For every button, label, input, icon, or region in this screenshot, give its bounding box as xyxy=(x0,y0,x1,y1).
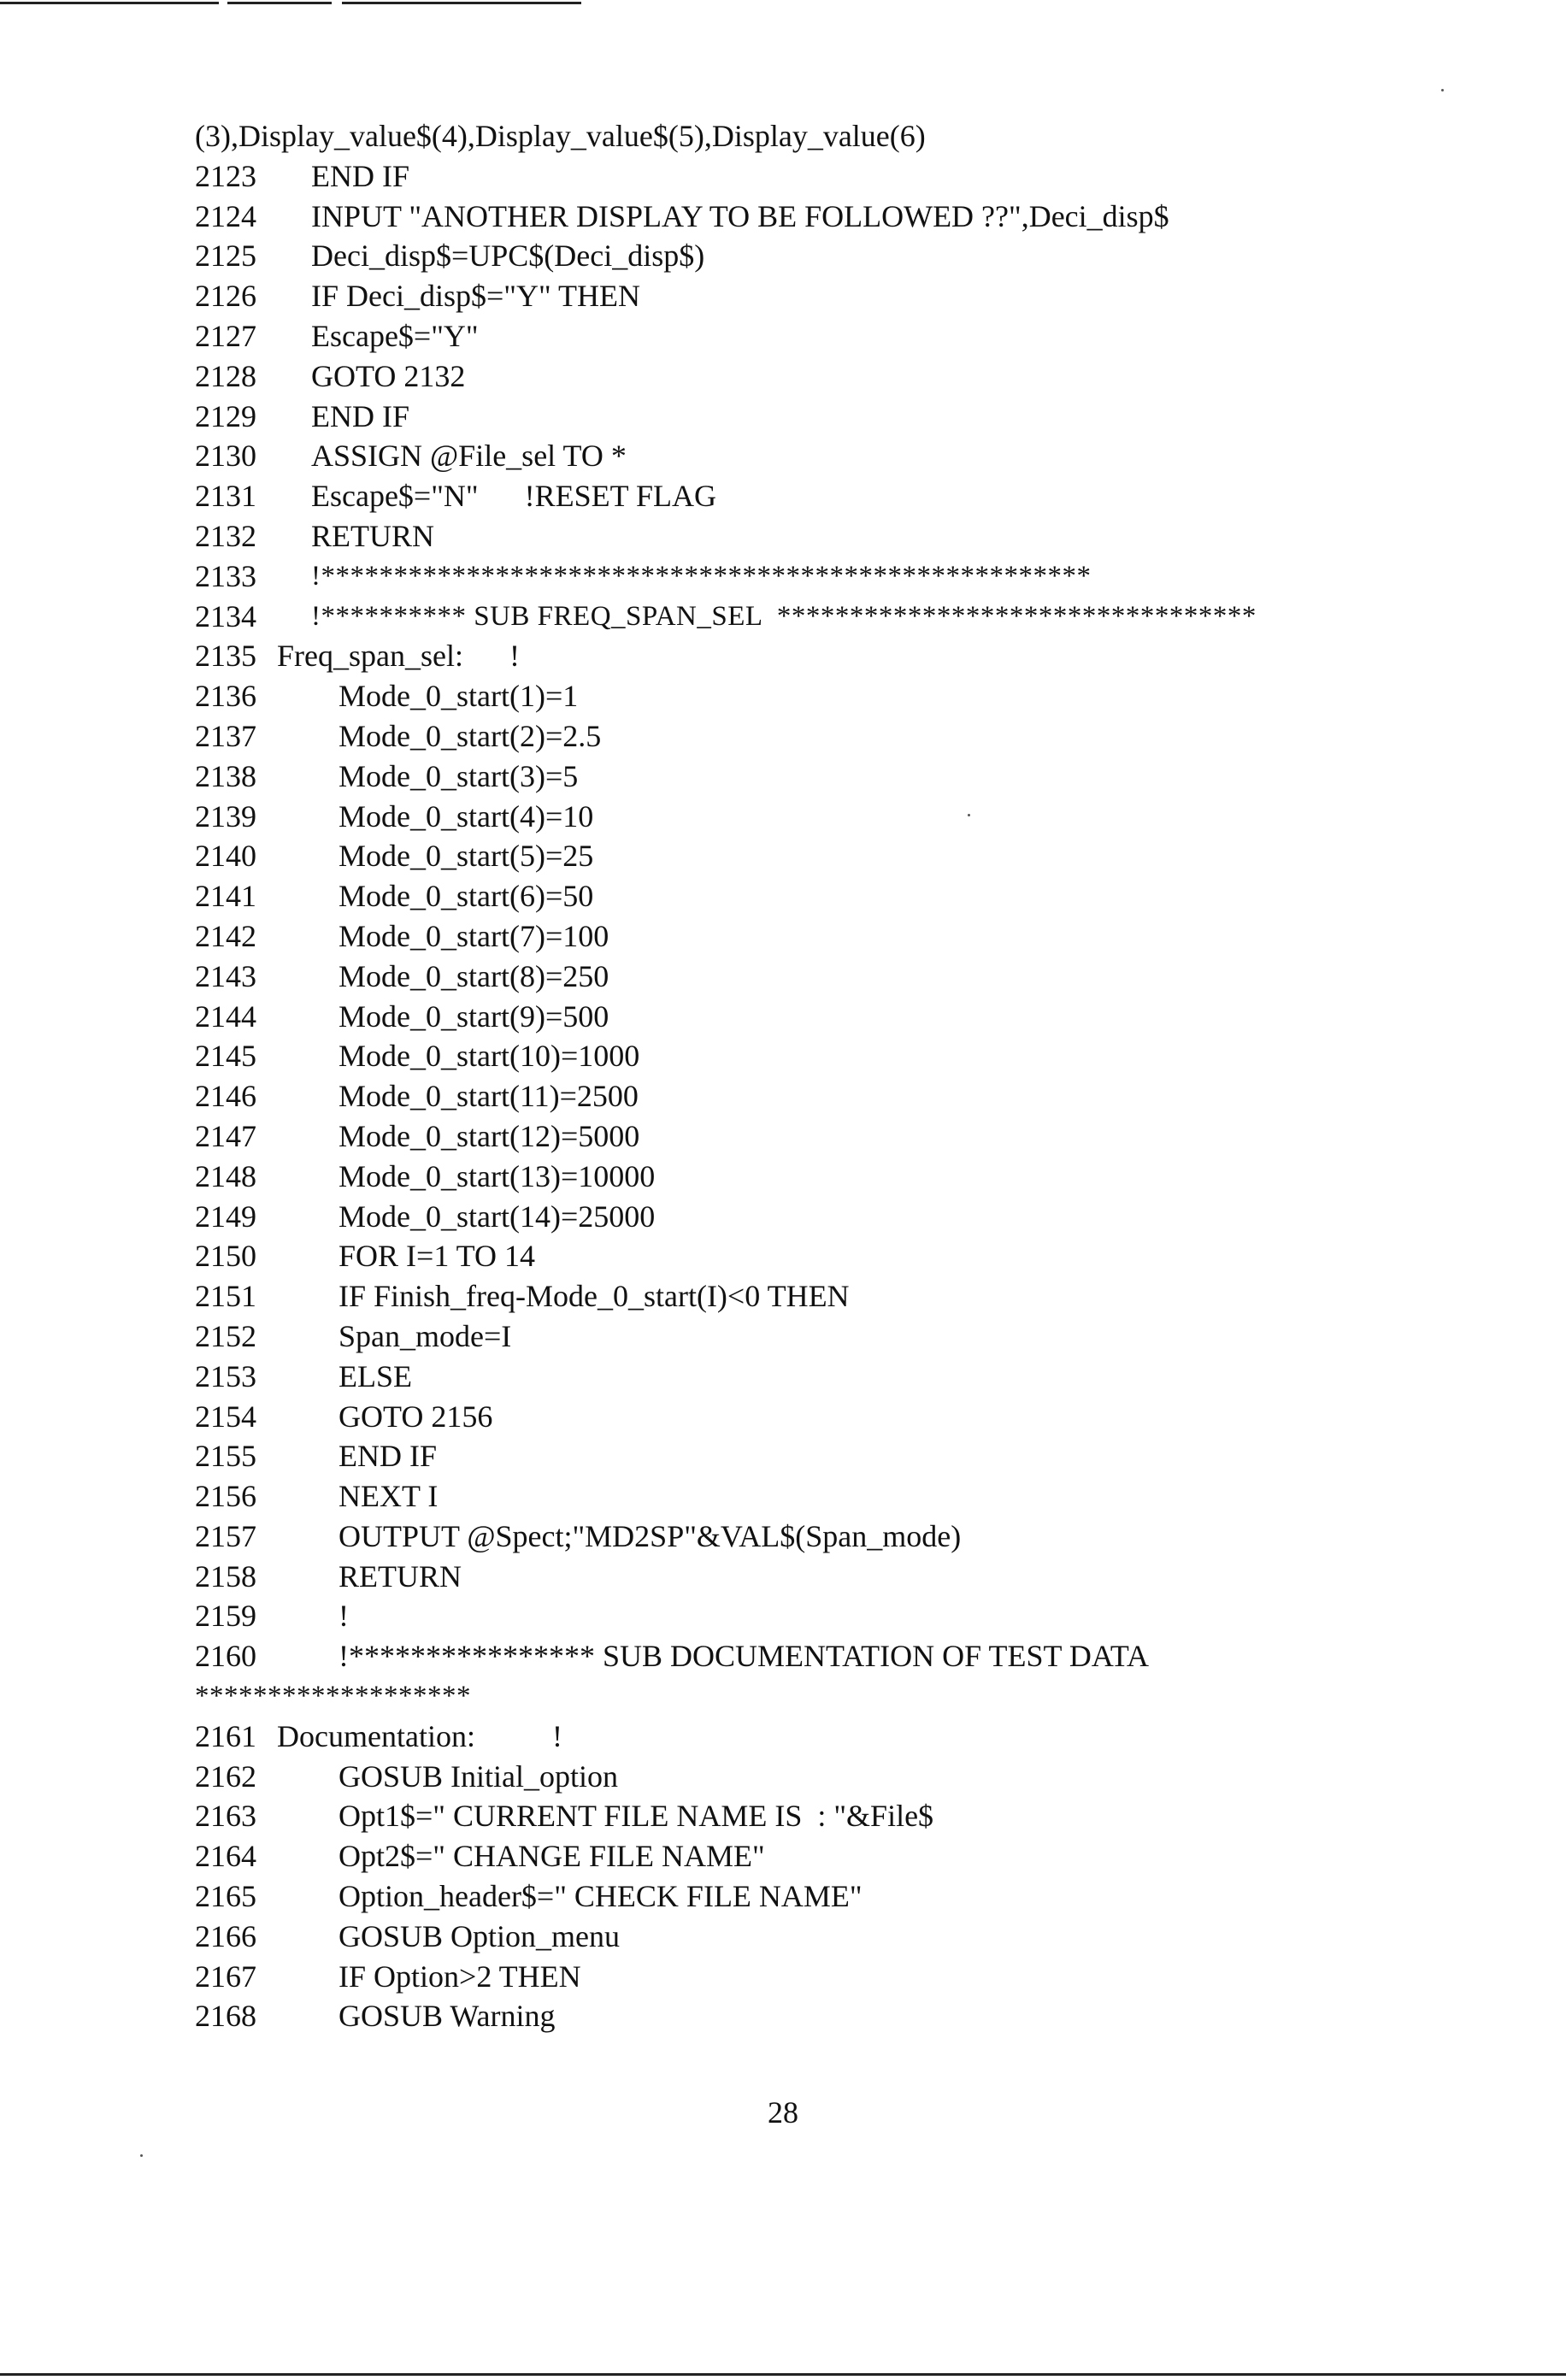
top-rule-gap xyxy=(332,0,342,7)
line-number: 2159 xyxy=(195,1599,256,1634)
line-number: 2168 xyxy=(195,1999,256,2034)
line-number: 2132 xyxy=(195,518,256,553)
line-number: 2147 xyxy=(195,1118,256,1153)
code-line xyxy=(195,516,1528,557)
line-number: 2152 xyxy=(195,1318,256,1353)
code-line xyxy=(195,1676,1528,1717)
code-line xyxy=(195,1317,1528,1357)
line-number: 2167 xyxy=(195,1959,256,1994)
code-text: END IF xyxy=(311,158,409,193)
code-text: !********** SUB FREQ_SPAN_SEL ********************************* xyxy=(311,600,1257,632)
code-line xyxy=(195,997,1528,1037)
line-number: 2166 xyxy=(195,1918,256,1953)
line-number: 2148 xyxy=(195,1158,256,1193)
line-number: 2161 xyxy=(195,1718,256,1753)
code-line xyxy=(195,1876,1528,1917)
line-number: 2135 xyxy=(195,639,256,674)
code-line xyxy=(195,557,1528,597)
code-text: !***************************************************** xyxy=(311,560,1092,592)
code-line xyxy=(195,1157,1528,1197)
code-text: FOR I=1 TO 14 xyxy=(339,1239,536,1274)
code-line xyxy=(195,236,1528,276)
line-number: 2153 xyxy=(195,1358,256,1393)
code-text: Escape$="N" !RESET FLAG xyxy=(311,479,716,514)
line-number: 2144 xyxy=(195,999,256,1034)
line-number: 2124 xyxy=(195,198,256,233)
line-number: 2140 xyxy=(195,839,256,874)
code-line xyxy=(195,1517,1528,1557)
code-line xyxy=(195,836,1528,876)
line-number: 2131 xyxy=(195,479,256,514)
line-number: 2123 xyxy=(195,158,256,193)
code-line xyxy=(195,1476,1528,1517)
code-text: IF Deci_disp$="Y" THEN xyxy=(311,279,640,314)
code-line xyxy=(195,1197,1528,1237)
line-number: 2129 xyxy=(195,398,256,433)
code-line xyxy=(195,356,1528,397)
code-text: IF Option>2 THEN xyxy=(339,1959,581,1994)
scan-speck xyxy=(140,2154,143,2157)
line-number: 2151 xyxy=(195,1279,256,1314)
code-text: IF Finish_freq-Mode_0_start(I)<0 THEN xyxy=(339,1279,850,1314)
code-text: Mode_0_start(4)=10 xyxy=(339,798,594,834)
line-number: 2141 xyxy=(195,879,256,914)
code-line xyxy=(195,1116,1528,1157)
code-line xyxy=(195,1236,1528,1276)
code-listing xyxy=(195,116,1528,2036)
code-text: Opt2$=" CHANGE FILE NAME" xyxy=(339,1839,765,1874)
code-line xyxy=(195,116,1528,156)
code-line xyxy=(195,1757,1528,1797)
code-text: Mode_0_start(13)=10000 xyxy=(339,1158,656,1193)
line-number: 2139 xyxy=(195,798,256,834)
code-line xyxy=(195,1996,1528,2036)
code-text: OUTPUT @Spect;"MD2SP"&VAL$(Span_mode) xyxy=(339,1518,962,1553)
code-text: ELSE xyxy=(339,1358,412,1393)
code-line xyxy=(195,276,1528,316)
code-line xyxy=(195,316,1528,356)
code-text: Mode_0_start(5)=25 xyxy=(339,839,594,874)
line-number: 2138 xyxy=(195,758,256,793)
line-number: 2150 xyxy=(195,1239,256,1274)
code-text: Deci_disp$=UPC$(Deci_disp$) xyxy=(311,239,705,274)
code-text: Mode_0_start(11)=2500 xyxy=(339,1079,639,1114)
code-text: Mode_0_start(9)=500 xyxy=(339,999,609,1034)
code-line xyxy=(195,957,1528,997)
top-scan-rule xyxy=(0,2,581,4)
code-text: END IF xyxy=(311,398,409,433)
code-line xyxy=(195,397,1528,437)
line-number: 2126 xyxy=(195,279,256,314)
code-line xyxy=(195,1836,1528,1876)
line-number: 2145 xyxy=(195,1039,256,1074)
code-text: RETURN xyxy=(339,1558,462,1594)
code-line xyxy=(195,876,1528,916)
line-number: 2130 xyxy=(195,439,256,474)
code-text: RETURN xyxy=(311,518,434,553)
code-text: GOSUB Warning xyxy=(339,1999,556,2034)
code-text: INPUT "ANOTHER DISPLAY TO BE FOLLOWED ??",Deci_disp$ xyxy=(311,198,1169,233)
code-text: GOTO 2156 xyxy=(339,1399,493,1434)
line-number: 2164 xyxy=(195,1839,256,1874)
code-line xyxy=(195,757,1528,797)
code-text: GOTO 2132 xyxy=(311,358,466,393)
bottom-scan-rule xyxy=(0,2373,1566,2376)
scan-speck xyxy=(1441,89,1444,91)
code-line xyxy=(195,476,1528,516)
code-line xyxy=(195,1717,1528,1757)
line-number: 2125 xyxy=(195,239,256,274)
code-text: Mode_0_start(12)=5000 xyxy=(339,1118,640,1153)
code-line xyxy=(195,1276,1528,1317)
line-number: 2136 xyxy=(195,679,256,714)
code-text: END IF xyxy=(339,1439,437,1474)
code-text: Opt1$=" CURRENT FILE NAME IS : "&File$ xyxy=(339,1799,934,1834)
code-text: Span_mode=I xyxy=(339,1318,512,1353)
code-line xyxy=(195,716,1528,757)
code-line xyxy=(195,1917,1528,1957)
code-text: Freq_span_sel: ! xyxy=(277,639,520,674)
code-text: Mode_0_start(14)=25000 xyxy=(339,1199,656,1234)
code-text: NEXT I xyxy=(339,1479,439,1514)
code-text: ASSIGN @File_sel TO * xyxy=(311,439,627,474)
code-line xyxy=(195,676,1528,716)
code-line xyxy=(195,1957,1528,1997)
line-number: 2143 xyxy=(195,958,256,993)
line-number: 2149 xyxy=(195,1199,256,1234)
line-number: 2133 xyxy=(195,558,256,593)
code-line xyxy=(195,1036,1528,1076)
code-text: (3),Display_value$(4),Display_value$(5),Display_value(6) xyxy=(195,119,926,153)
code-text: Mode_0_start(7)=100 xyxy=(339,918,609,953)
line-number: 2137 xyxy=(195,718,256,753)
line-number: 2134 xyxy=(195,598,256,633)
code-text: Mode_0_start(2)=2.5 xyxy=(339,718,602,753)
code-line xyxy=(195,1076,1528,1116)
code-text: ! xyxy=(339,1599,349,1634)
code-text: Mode_0_start(1)=1 xyxy=(339,679,579,714)
line-number: 2162 xyxy=(195,1758,256,1794)
code-text: Mode_0_start(10)=1000 xyxy=(339,1039,640,1074)
line-number: 2142 xyxy=(195,918,256,953)
code-line xyxy=(195,1596,1528,1636)
code-text: GOSUB Option_menu xyxy=(339,1918,621,1953)
code-text: !**************** SUB DOCUMENTATION OF TEST DATA xyxy=(339,1639,1149,1674)
code-text: Option_header$=" CHECK FILE NAME" xyxy=(339,1879,862,1914)
line-number: 2165 xyxy=(195,1879,256,1914)
code-text: Escape$="Y" xyxy=(311,318,479,353)
code-line xyxy=(195,1796,1528,1836)
code-text: Mode_0_start(3)=5 xyxy=(339,758,579,793)
line-number: 2146 xyxy=(195,1079,256,1114)
code-line xyxy=(195,916,1528,957)
code-text: ******************* xyxy=(195,1681,471,1712)
code-line xyxy=(195,1436,1528,1476)
line-number: 2160 xyxy=(195,1639,256,1674)
code-line xyxy=(195,1636,1528,1676)
code-line xyxy=(195,797,1528,837)
code-line xyxy=(195,597,1528,637)
code-line xyxy=(195,436,1528,476)
line-number: 2156 xyxy=(195,1479,256,1514)
code-text: GOSUB Initial_option xyxy=(339,1758,619,1794)
line-number: 2157 xyxy=(195,1518,256,1553)
code-line xyxy=(195,636,1528,676)
code-text: Documentation: ! xyxy=(277,1718,562,1753)
line-number: 2158 xyxy=(195,1558,256,1594)
code-text: Mode_0_start(8)=250 xyxy=(339,958,609,993)
page-number: 28 xyxy=(768,2095,798,2130)
line-number: 2163 xyxy=(195,1799,256,1834)
code-line xyxy=(195,1357,1528,1397)
line-number: 2128 xyxy=(195,358,256,393)
code-line xyxy=(195,197,1528,237)
line-number: 2154 xyxy=(195,1399,256,1434)
line-number: 2127 xyxy=(195,318,256,353)
code-line xyxy=(195,1397,1528,1437)
code-line xyxy=(195,156,1528,197)
code-line xyxy=(195,1557,1528,1597)
top-rule-gap xyxy=(219,0,227,7)
code-text: Mode_0_start(6)=50 xyxy=(339,879,594,914)
line-number: 2155 xyxy=(195,1439,256,1474)
